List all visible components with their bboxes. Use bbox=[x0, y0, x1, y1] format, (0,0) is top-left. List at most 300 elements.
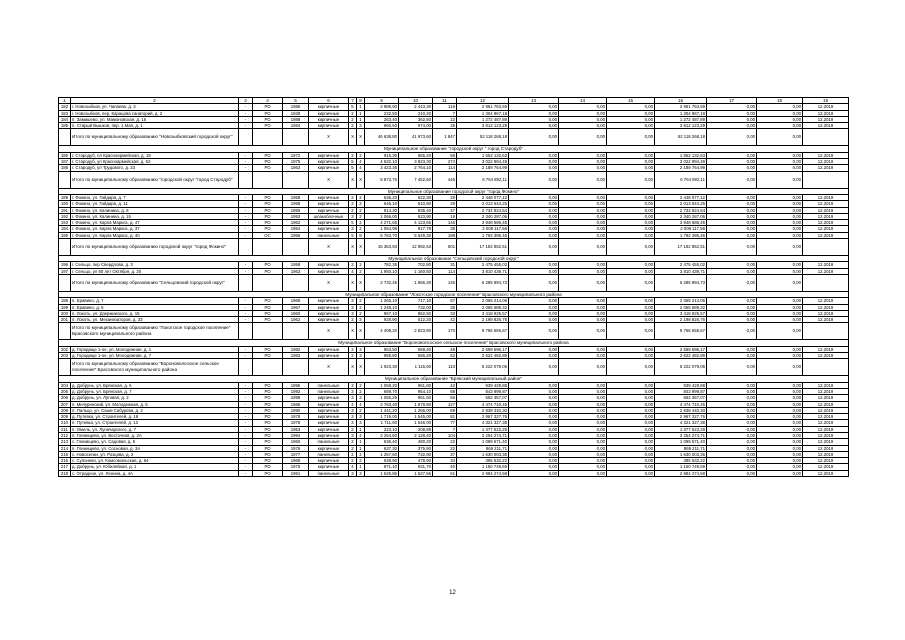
table-cell: 0,00 bbox=[607, 159, 655, 165]
table-cell: 914,30 bbox=[365, 207, 399, 213]
table-cell: 56 bbox=[433, 395, 457, 401]
table-cell: панельные bbox=[309, 232, 349, 238]
table-cell: 3 022 994,49 bbox=[655, 159, 707, 165]
table-cell: 865,20 bbox=[399, 152, 433, 158]
address-cell: п. Глинищево, ул. Сосновая, д. 3А bbox=[71, 445, 239, 451]
table-cell: 12.2019 bbox=[803, 110, 849, 116]
table-cell: - bbox=[239, 439, 253, 445]
table-cell: 1 552 132,63 bbox=[457, 152, 509, 158]
table-cell: 0,00 bbox=[509, 110, 559, 116]
table-cell: - bbox=[239, 445, 253, 451]
table-cell: 0,00 bbox=[509, 194, 559, 200]
table-cell: 0,00 bbox=[559, 346, 607, 352]
table-cell: 0,00 bbox=[757, 262, 803, 268]
table-cell: 1 377 522,29 bbox=[457, 426, 509, 432]
table-cell: 8 bbox=[357, 232, 365, 238]
table-cell: 119 bbox=[433, 104, 457, 110]
table-cell: 0,00 bbox=[559, 420, 607, 426]
table-cell: 2 475 455,02 bbox=[655, 262, 707, 268]
table-cell: 12.2019 bbox=[803, 304, 849, 310]
table-cell: 636,40 bbox=[365, 439, 399, 445]
table-cell: 0,00 bbox=[559, 213, 607, 219]
table-cell: 12.2019 bbox=[803, 116, 849, 122]
table-cell: 1 bbox=[357, 464, 365, 470]
table-cell: РО bbox=[253, 445, 283, 451]
table-cell: 2 bbox=[357, 194, 365, 200]
table-cell: 22 bbox=[433, 116, 457, 122]
table-cell bbox=[803, 239, 849, 256]
table-cell: 963,50 bbox=[365, 346, 399, 352]
table-cell: 2 443,30 bbox=[399, 104, 433, 110]
table-cell: 17 182 852,51 bbox=[457, 239, 509, 256]
table-cell: 0,00 bbox=[757, 464, 803, 470]
table-cell: X bbox=[357, 274, 365, 291]
table-cell: 0,00 bbox=[757, 458, 803, 464]
table-cell: 9 766 555,67 bbox=[457, 323, 509, 340]
table-cell: 3 bbox=[357, 382, 365, 388]
table-cell: ОС bbox=[253, 232, 283, 238]
table-cell: 5 bbox=[349, 159, 357, 165]
table-cell: 939 429,88 bbox=[457, 382, 509, 388]
table-cell bbox=[283, 359, 309, 376]
table-cell: 1986 bbox=[283, 104, 309, 110]
column-number-cell: 16 bbox=[655, 98, 707, 104]
table-cell: 196 bbox=[59, 262, 71, 268]
table-cell: 1 792 395,46 bbox=[655, 232, 707, 238]
table-cell: 3 812 123,29 bbox=[457, 123, 509, 129]
table-cell: - bbox=[239, 268, 253, 274]
table-cell: 2 340 287,06 bbox=[457, 213, 509, 219]
table-cell: 0,00 bbox=[707, 220, 757, 226]
table-cell bbox=[803, 171, 849, 188]
table-cell: 200 bbox=[59, 310, 71, 316]
table-cell: 1 257,60 bbox=[365, 451, 399, 457]
table-cell: 0,00 bbox=[757, 401, 803, 407]
table-cell: 2 065 589,32 bbox=[457, 304, 509, 310]
table-cell: 5 bbox=[349, 104, 357, 110]
table-cell: 3 bbox=[357, 123, 365, 129]
table-cell: 0,00 bbox=[509, 262, 559, 268]
table-cell: РО bbox=[253, 420, 283, 426]
table-cell: 3 bbox=[349, 407, 357, 413]
table-cell: - bbox=[239, 220, 253, 226]
table-cell: кирпичные bbox=[309, 159, 349, 165]
table-cell: 1 bbox=[357, 110, 365, 116]
table-cell: 0,00 bbox=[607, 407, 655, 413]
table-cell: 1967 bbox=[283, 304, 309, 310]
table-cell: - bbox=[239, 451, 253, 457]
table-cell: 2 bbox=[357, 310, 365, 316]
table-cell bbox=[253, 359, 283, 376]
table-cell: 959,80 bbox=[365, 353, 399, 359]
table-cell: 0,00 bbox=[559, 232, 607, 238]
table-cell: 12.2019 bbox=[803, 414, 849, 420]
table-cell: 2 065 214,06 bbox=[457, 298, 509, 304]
table-cell: РО bbox=[253, 388, 283, 394]
table-cell: 5 222 079,06 bbox=[457, 359, 509, 376]
table-cell: 208 bbox=[59, 407, 71, 413]
table-cell: 1 950,10 bbox=[365, 268, 399, 274]
table-cell: 1 546,00 bbox=[399, 420, 433, 426]
table-cell: 1977 bbox=[283, 451, 309, 457]
table-cell: 623,90 bbox=[399, 213, 433, 219]
address-cell: г. Новозыбков, ул. Чапаева, д. 3 bbox=[71, 104, 239, 110]
table-cell: 2 065 589,32 bbox=[655, 304, 707, 310]
table-cell: 0,00 bbox=[707, 239, 757, 256]
table-cell: - bbox=[239, 388, 253, 394]
table-cell: 114 bbox=[433, 268, 457, 274]
table-cell: 195 bbox=[59, 232, 71, 238]
table-cell: 57 bbox=[433, 298, 457, 304]
table-cell: 0,00 bbox=[559, 194, 607, 200]
table-cell: 862,50 bbox=[399, 310, 433, 316]
table-cell: 0,00 bbox=[509, 123, 559, 129]
table-cell bbox=[253, 323, 283, 340]
subtotal-row bbox=[59, 129, 849, 146]
table-cell: 2 bbox=[349, 426, 357, 432]
table-cell: 6 763,70 bbox=[365, 232, 399, 238]
table-cell: кирпичные bbox=[309, 420, 349, 426]
table-cell: 0,00 bbox=[607, 268, 655, 274]
table-cell: РО bbox=[253, 194, 283, 200]
table-cell bbox=[239, 129, 253, 146]
table-cell: кирпичные bbox=[309, 116, 349, 122]
table-cell: 0,00 bbox=[509, 464, 559, 470]
table-cell: 0,00 bbox=[757, 323, 803, 340]
table-cell: 0,00 bbox=[707, 323, 757, 340]
table-cell: 1975 bbox=[283, 464, 309, 470]
table-cell: 0,00 bbox=[509, 470, 559, 476]
table-cell: 3 022 994,49 bbox=[457, 159, 509, 165]
table-cell: 0,00 bbox=[509, 401, 559, 407]
table-cell: 0,00 bbox=[757, 420, 803, 426]
table-cell: 197 bbox=[59, 268, 71, 274]
table-cell: 0,00 bbox=[757, 414, 803, 420]
table-cell: 187 bbox=[59, 159, 71, 165]
table-cell: 2 bbox=[357, 213, 365, 219]
table-cell: 1 248,10 bbox=[365, 304, 399, 310]
address-cell: г. Стародуб, ул Трудового, д. 23 bbox=[71, 165, 239, 171]
table-cell: 2 622 482,89 bbox=[655, 353, 707, 359]
table-cell: - bbox=[239, 213, 253, 219]
table-cell: 1 099 571,40 bbox=[655, 439, 707, 445]
table-cell: X bbox=[349, 359, 357, 376]
table-cell: 0,00 bbox=[607, 458, 655, 464]
table-cell: 4 271,65 bbox=[365, 220, 399, 226]
table-cell: 2 bbox=[349, 152, 357, 158]
table-cell bbox=[59, 359, 71, 376]
table-cell: 1962 bbox=[283, 220, 309, 226]
table-cell: кирпичные bbox=[309, 123, 349, 129]
table-cell: РО bbox=[253, 464, 283, 470]
section-heading: Муниципальное образование "Брянский муниципальный район" bbox=[59, 376, 849, 382]
table-cell: 110 bbox=[433, 359, 457, 376]
table-cell: 0,00 bbox=[509, 439, 559, 445]
table-cell: 3 bbox=[357, 420, 365, 426]
table-cell: 0,00 bbox=[707, 464, 757, 470]
table-cell: 0,00 bbox=[707, 123, 757, 129]
subtotal-row bbox=[59, 323, 849, 340]
table-cell: 0,00 bbox=[757, 382, 803, 388]
address-cell: д. Городище 1-ое, ул. Молодежная, д. 1 bbox=[71, 346, 239, 352]
table-cell: 12.2019 bbox=[803, 207, 849, 213]
table-cell: 1994 bbox=[283, 432, 309, 438]
table-cell: 0,00 bbox=[509, 346, 559, 352]
table-cell: 0,00 bbox=[607, 239, 655, 256]
table-cell: 3 bbox=[349, 213, 357, 219]
table-cell: 2 065 214,06 bbox=[655, 298, 707, 304]
table-cell: 0,00 bbox=[559, 353, 607, 359]
table-cell: 69 bbox=[433, 407, 457, 413]
table-cell: 0,00 bbox=[707, 395, 757, 401]
table-cell: 5 bbox=[349, 232, 357, 238]
table-cell: 2 bbox=[357, 304, 365, 310]
table-cell: 2 622 482,89 bbox=[457, 353, 509, 359]
subtotal-row bbox=[59, 359, 849, 376]
table-cell: 1968 bbox=[283, 298, 309, 304]
table-cell: 62 bbox=[433, 353, 457, 359]
table-cell: X bbox=[349, 274, 357, 291]
address-cell: д. Добрунь, ул. Брянская, д. 7 bbox=[71, 388, 239, 394]
table-cell: - bbox=[239, 262, 253, 268]
table-cell: 1960 bbox=[283, 310, 309, 316]
table-cell: 12.2019 bbox=[803, 262, 849, 268]
table-cell: 4 bbox=[357, 165, 365, 171]
table-cell: - bbox=[239, 232, 253, 238]
table-cell: 182 bbox=[59, 104, 71, 110]
table-cell bbox=[239, 274, 253, 291]
table-cell: 5 bbox=[349, 220, 357, 226]
table-cell: 0,00 bbox=[559, 268, 607, 274]
table-cell: 0,00 bbox=[757, 104, 803, 110]
table-cell: 0,00 bbox=[509, 382, 559, 388]
table-cell: 0,00 bbox=[757, 152, 803, 158]
table-cell: 0,00 bbox=[509, 451, 559, 457]
table-cell: X bbox=[349, 171, 357, 188]
table-cell: 931,70 bbox=[399, 464, 433, 470]
table-cell: 559,40 bbox=[399, 346, 433, 352]
table-cell: 2 bbox=[349, 194, 357, 200]
table-cell: 3 418 925,57 bbox=[457, 310, 509, 316]
table-cell: 3 bbox=[357, 470, 365, 476]
table-cell: 0,00 bbox=[509, 207, 559, 213]
table-cell: 3 418 925,57 bbox=[655, 310, 707, 316]
table-cell: 0,00 bbox=[707, 470, 757, 476]
table-cell: 1 545,00 bbox=[399, 414, 433, 420]
table-cell: кирпичные bbox=[309, 426, 349, 432]
table-cell: 0,00 bbox=[509, 407, 559, 413]
table-cell: 2 340 287,06 bbox=[655, 213, 707, 219]
table-cell: 12.2019 bbox=[803, 232, 849, 238]
table-cell bbox=[239, 359, 253, 376]
table-cell: РО bbox=[253, 298, 283, 304]
table-cell: 2 189 764,99 bbox=[655, 165, 707, 171]
table-cell: 2 013 644,25 bbox=[457, 201, 509, 207]
table-cell: 12.2019 bbox=[803, 353, 849, 359]
column-number-cell: 12 bbox=[457, 98, 509, 104]
table-cell: 0,00 bbox=[607, 382, 655, 388]
table-cell: РО bbox=[253, 458, 283, 464]
table-cell: 207 bbox=[59, 401, 71, 407]
table-cell: 0,00 bbox=[559, 382, 607, 388]
table-cell: 0,00 bbox=[559, 426, 607, 432]
table-cell: 0,00 bbox=[509, 220, 559, 226]
table-cell: кирпичные bbox=[309, 414, 349, 420]
table-row bbox=[59, 470, 849, 476]
table-cell: 0,00 bbox=[607, 470, 655, 476]
table-cell: 0,00 bbox=[559, 116, 607, 122]
table-cell: 170 bbox=[433, 323, 457, 340]
table-cell: 702,80 bbox=[399, 262, 433, 268]
table-cell: X bbox=[357, 323, 365, 340]
address-cell: п. Замишево, ул. Мамоновская, д. 16 bbox=[71, 116, 239, 122]
table-cell: 2 599 596,17 bbox=[457, 346, 509, 352]
address-cell: г. Фокино, ул. Гайдара, д. 7 bbox=[71, 194, 239, 200]
table-cell: 0,00 bbox=[707, 194, 757, 200]
table-cell: 12.2019 bbox=[803, 194, 849, 200]
table-cell: 12.2019 bbox=[803, 123, 849, 129]
table-cell: 0,00 bbox=[607, 165, 655, 171]
table-cell: РО bbox=[253, 353, 283, 359]
table-cell: 869 211,71 bbox=[457, 445, 509, 451]
table-cell bbox=[253, 239, 283, 256]
table-cell: 0,00 bbox=[559, 123, 607, 129]
table-cell: 1 bbox=[357, 116, 365, 122]
table-cell: 192 bbox=[59, 213, 71, 219]
table-cell: 0,00 bbox=[707, 439, 757, 445]
table-cell: 0,00 bbox=[509, 388, 559, 394]
table-cell: 0,00 bbox=[707, 152, 757, 158]
table-cell: 1 066,00 bbox=[365, 213, 399, 219]
table-cell: 12 982,63 bbox=[399, 239, 433, 256]
table-cell: 0,00 bbox=[509, 310, 559, 316]
page-number: 12 bbox=[449, 590, 456, 596]
table-cell: 1975 bbox=[283, 159, 309, 165]
table-cell: 1984 bbox=[283, 123, 309, 129]
table-cell: 1958 bbox=[283, 262, 309, 268]
table-cell: 47 bbox=[433, 207, 457, 213]
table-cell: 0,00 bbox=[707, 171, 757, 188]
table-cell: 0,00 bbox=[707, 317, 757, 323]
table-cell: 1 bbox=[357, 426, 365, 432]
table-cell: 0,00 bbox=[707, 414, 757, 420]
table-cell: 0,00 bbox=[509, 395, 559, 401]
table-cell: 2 961 763,59 bbox=[457, 104, 509, 110]
table-cell: 2 bbox=[349, 445, 357, 451]
table-cell: 0,00 bbox=[607, 310, 655, 316]
table-cell: 218 bbox=[59, 470, 71, 476]
table-cell: РО bbox=[253, 262, 283, 268]
table-cell: 1 304 867,18 bbox=[457, 110, 509, 116]
table-cell: кирпичные bbox=[309, 353, 349, 359]
table-cell: 0,00 bbox=[757, 207, 803, 213]
table-cell: 2 013 644,25 bbox=[655, 201, 707, 207]
table-cell: 1 792 395,46 bbox=[457, 232, 509, 238]
address-cell: г. Фокино, ул. Карла Маркса, д. 40 bbox=[71, 232, 239, 238]
table-cell: 184 bbox=[59, 116, 71, 122]
table-cell: кирпичные bbox=[309, 407, 349, 413]
table-cell: 0,00 bbox=[707, 359, 757, 376]
table-cell: 2 599 596,17 bbox=[655, 346, 707, 352]
table-cell: 12.2019 bbox=[803, 388, 849, 394]
table-cell: - bbox=[239, 414, 253, 420]
table-cell: РО bbox=[253, 213, 283, 219]
table-cell: 1990 bbox=[283, 407, 309, 413]
table-cell: 0,00 bbox=[607, 353, 655, 359]
address-cell: г. Фокино, ул. Гайдара, д. 11 bbox=[71, 201, 239, 207]
table-cell: 3 bbox=[349, 395, 357, 401]
table-cell: 1978 bbox=[283, 414, 309, 420]
table-cell: РО bbox=[253, 201, 283, 207]
table-cell: 0,00 bbox=[607, 401, 655, 407]
table-cell: 12.2019 bbox=[803, 165, 849, 171]
table-cell: 0,00 bbox=[509, 129, 559, 146]
table-cell: X bbox=[309, 129, 349, 146]
table-cell: 0,00 bbox=[607, 262, 655, 268]
table-cell: - bbox=[239, 116, 253, 122]
table-cell: 512,20 bbox=[399, 317, 433, 323]
table-cell: 3 bbox=[357, 346, 365, 352]
address-cell: г. Стародуб, ул Красноармейская, д. 62 bbox=[71, 159, 239, 165]
table-cell: 0,00 bbox=[607, 226, 655, 232]
table-cell: 480,20 bbox=[399, 439, 433, 445]
table-cell: 2 008 117,56 bbox=[655, 226, 707, 232]
table-cell: 198 bbox=[59, 298, 71, 304]
table-cell: - bbox=[239, 426, 253, 432]
table-cell: 4 bbox=[349, 401, 357, 407]
table-cell: 0,00 bbox=[607, 171, 655, 188]
table-cell: 928,90 bbox=[365, 317, 399, 323]
address-cell: п. Глинищево, ул. Восточная, д. 2А bbox=[71, 432, 239, 438]
table-cell: 186 bbox=[59, 152, 71, 158]
table-cell: 12.2019 bbox=[803, 268, 849, 274]
table-cell: 0,00 bbox=[707, 298, 757, 304]
table-cell: кирпичные bbox=[309, 152, 349, 158]
table-cell: 215 bbox=[59, 451, 71, 457]
table-cell: 29 bbox=[433, 194, 457, 200]
column-number-cell: 17 bbox=[707, 98, 757, 104]
table-cell: 4 474 710,45 bbox=[655, 401, 707, 407]
table-cell: 1995 bbox=[283, 382, 309, 388]
table-cell: 1978 bbox=[283, 420, 309, 426]
address-cell: п. Пальцо, ул. Саши Сабурова, д. 2 bbox=[71, 407, 239, 413]
table-cell: 0,00 bbox=[559, 207, 607, 213]
table-cell: - bbox=[239, 395, 253, 401]
table-cell: 2 bbox=[349, 346, 357, 352]
table-cell: 12.2019 bbox=[803, 439, 849, 445]
table-cell: 1 630 003,36 bbox=[457, 451, 509, 457]
table-cell: 0,00 bbox=[607, 207, 655, 213]
table-cell: 2 734 824,54 bbox=[457, 207, 509, 213]
table-cell: 1 115,60 bbox=[399, 359, 433, 376]
table-cell: 12.2019 bbox=[803, 226, 849, 232]
table-cell: 1962 bbox=[283, 317, 309, 323]
table-cell: кирпичные bbox=[309, 401, 349, 407]
table-cell: - bbox=[239, 353, 253, 359]
table-cell: 2 732,45 bbox=[365, 274, 399, 291]
table-cell: 0,00 bbox=[757, 213, 803, 219]
table-cell: 1955 bbox=[283, 207, 309, 213]
table-cell: 145 bbox=[433, 274, 457, 291]
table-cell: 1 272 487,89 bbox=[457, 116, 509, 122]
table-cell: X bbox=[309, 359, 349, 376]
table-cell: 3 423,36 bbox=[365, 165, 399, 171]
table-cell: - bbox=[239, 110, 253, 116]
table-cell: панельные bbox=[309, 439, 349, 445]
table-cell: 0,00 bbox=[607, 194, 655, 200]
table-cell: РО bbox=[253, 159, 283, 165]
table-cell: 12.2019 bbox=[803, 159, 849, 165]
